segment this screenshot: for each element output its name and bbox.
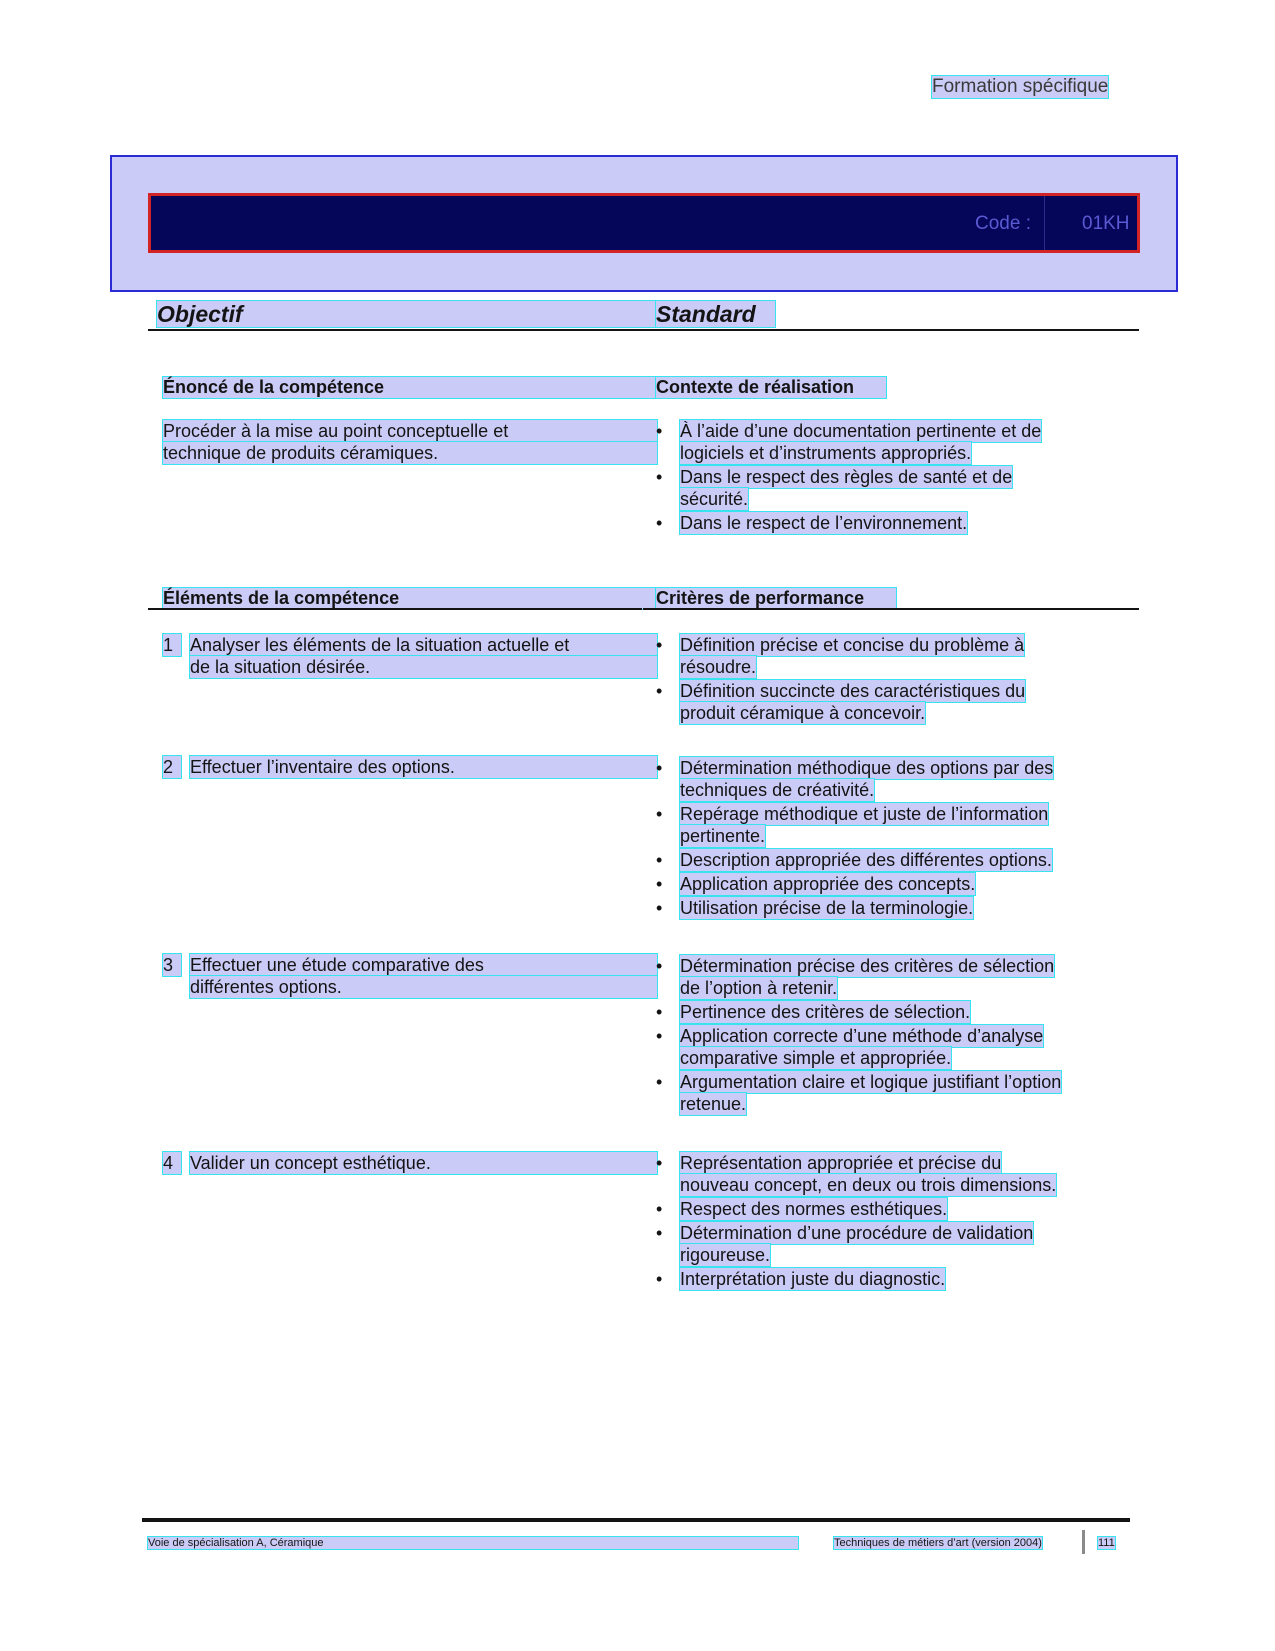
list-item [656, 512, 1041, 534]
bullet-icon: • [656, 1153, 663, 1173]
bullet-icon: • [656, 758, 663, 778]
page-number: 111 [1098, 1537, 1115, 1549]
list-item-line: produit céramique à concevoir. [680, 703, 926, 723]
list-item [656, 1222, 1056, 1266]
list-item-line: Application correcte d’une méthode d’analyse [680, 1026, 1044, 1046]
element-2 [163, 756, 657, 778]
list-item [656, 1268, 1056, 1290]
list-item-line: pertinente. [680, 826, 766, 846]
bullet-icon: • [656, 898, 663, 918]
bullet-icon: • [656, 1223, 663, 1243]
list-item [656, 849, 1053, 871]
criteria-list-3 [656, 955, 1061, 1117]
list-item-line: Détermination précise des critères de sélection [680, 956, 1055, 976]
page-header-section: Formation spécifique [932, 76, 1109, 97]
list-item [656, 1001, 1061, 1023]
list-item-line: Argumentation claire et logique justifiant l’option [680, 1072, 1062, 1092]
list-item [656, 1071, 1061, 1115]
bullet-icon: • [656, 1072, 663, 1092]
list-item [656, 757, 1053, 801]
list-item-line: nouveau concept, en deux ou trois dimensions. [680, 1175, 1057, 1195]
list-item [656, 1025, 1061, 1069]
column-title-objectif: Objectif [157, 301, 657, 327]
list-item-line: Définition succincte des caractéristiques du [680, 681, 1026, 701]
criteres-label: Critères de performance [656, 588, 896, 609]
header-rule [148, 329, 1139, 331]
code-value: 01KH [1082, 213, 1130, 234]
enonce-line: technique de produits céramiques. [163, 442, 657, 464]
list-item-line: Détermination d’une procédure de validation [680, 1223, 1034, 1243]
bullet-icon: • [656, 635, 663, 655]
list-item-line: sécurité. [680, 489, 749, 509]
bullet-icon: • [656, 681, 663, 701]
list-item-line: Interprétation juste du diagnostic. [680, 1269, 946, 1289]
list-item [656, 634, 1025, 678]
code-separator [1044, 196, 1045, 250]
list-item-line: Représentation appropriée et précise du [680, 1153, 1002, 1173]
criteria-list-1 [656, 634, 1025, 726]
bullet-icon: • [656, 1269, 663, 1289]
list-item-line: À l’aide d’une documentation pertinente et de [680, 421, 1042, 441]
bullet-icon: • [656, 513, 663, 533]
element-4 [163, 1152, 657, 1174]
element-number: 1 [163, 634, 181, 656]
list-item-line: Utilisation précise de la terminologie. [680, 898, 974, 918]
list-item-line: résoudre. [680, 657, 757, 677]
element-3 [163, 954, 657, 998]
element-1 [163, 634, 657, 678]
list-item-line: de l’option à retenir. [680, 978, 838, 998]
contexte-label: Contexte de réalisation [656, 377, 886, 398]
list-item-line: rigoureuse. [680, 1245, 771, 1265]
enonce-text [163, 420, 657, 464]
column-title-standard: Standard [656, 301, 775, 327]
criteria-list-4 [656, 1152, 1056, 1292]
element-line: Effectuer l’inventaire des options. [190, 756, 657, 778]
bullet-icon: • [656, 467, 663, 487]
list-item [656, 680, 1025, 724]
element-number: 3 [163, 954, 181, 976]
section-rule-right [643, 608, 1139, 610]
element-number: 4 [163, 1152, 181, 1174]
element-line: Valider un concept esthétique. [190, 1152, 657, 1174]
list-item-line: Repérage méthodique et juste de l’information [680, 804, 1049, 824]
criteria-list-2 [656, 757, 1053, 921]
list-item [656, 1152, 1056, 1196]
list-item-line: retenue. [680, 1094, 747, 1114]
element-line: Effectuer une étude comparative des [190, 954, 657, 976]
list-item [656, 873, 1053, 895]
bullet-icon: • [656, 956, 663, 976]
list-item [656, 897, 1053, 919]
code-label: Code : [975, 213, 1031, 234]
footer-rule [142, 1518, 1130, 1522]
footer-separator [1082, 1530, 1085, 1554]
list-item-line: Application appropriée des concepts. [680, 874, 976, 894]
list-item-line: Respect des normes esthétiques. [680, 1199, 948, 1219]
list-item-line: comparative simple et appropriée. [680, 1048, 952, 1068]
list-item-line: Dans le respect de l’environnement. [680, 513, 968, 533]
enonce-line: Procéder à la mise au point conceptuelle et [163, 420, 657, 442]
list-item-line: Description appropriée des différentes options. [680, 850, 1052, 870]
bullet-icon: • [656, 1026, 663, 1046]
list-item-line: logiciels et d’instruments appropriés. [680, 443, 972, 463]
elements-label: Éléments de la compétence [163, 588, 657, 609]
bullet-icon: • [656, 850, 663, 870]
list-item [656, 420, 1041, 464]
list-item [656, 955, 1061, 999]
list-item-line: Détermination méthodique des options par des [680, 758, 1054, 778]
element-line: Analyser les éléments de la situation actuelle et [190, 634, 657, 656]
list-item-line: techniques de créativité. [680, 780, 875, 800]
bullet-icon: • [656, 874, 663, 894]
section-rule-left [148, 608, 642, 610]
footer-right: Techniques de métiers d’art (version 2004) [834, 1537, 1042, 1549]
bullet-icon: • [656, 1002, 663, 1022]
list-item-line: Dans le respect des règles de santé et de [680, 467, 1013, 487]
contexte-list [656, 420, 1041, 536]
element-line: de la situation désirée. [190, 656, 657, 678]
list-item [656, 466, 1041, 510]
bullet-icon: • [656, 421, 663, 441]
list-item [656, 803, 1053, 847]
bullet-icon: • [656, 1199, 663, 1219]
list-item [656, 1198, 1056, 1220]
list-item-line: Définition précise et concise du problème à [680, 635, 1025, 655]
footer-left: Voie de spécialisation A, Céramique [148, 1537, 798, 1549]
list-item-line: Pertinence des critères de sélection. [680, 1002, 971, 1022]
bullet-icon: • [656, 804, 663, 824]
enonce-label: Énoncé de la compétence [163, 377, 657, 398]
element-number: 2 [163, 756, 181, 778]
element-line: différentes options. [190, 976, 657, 998]
